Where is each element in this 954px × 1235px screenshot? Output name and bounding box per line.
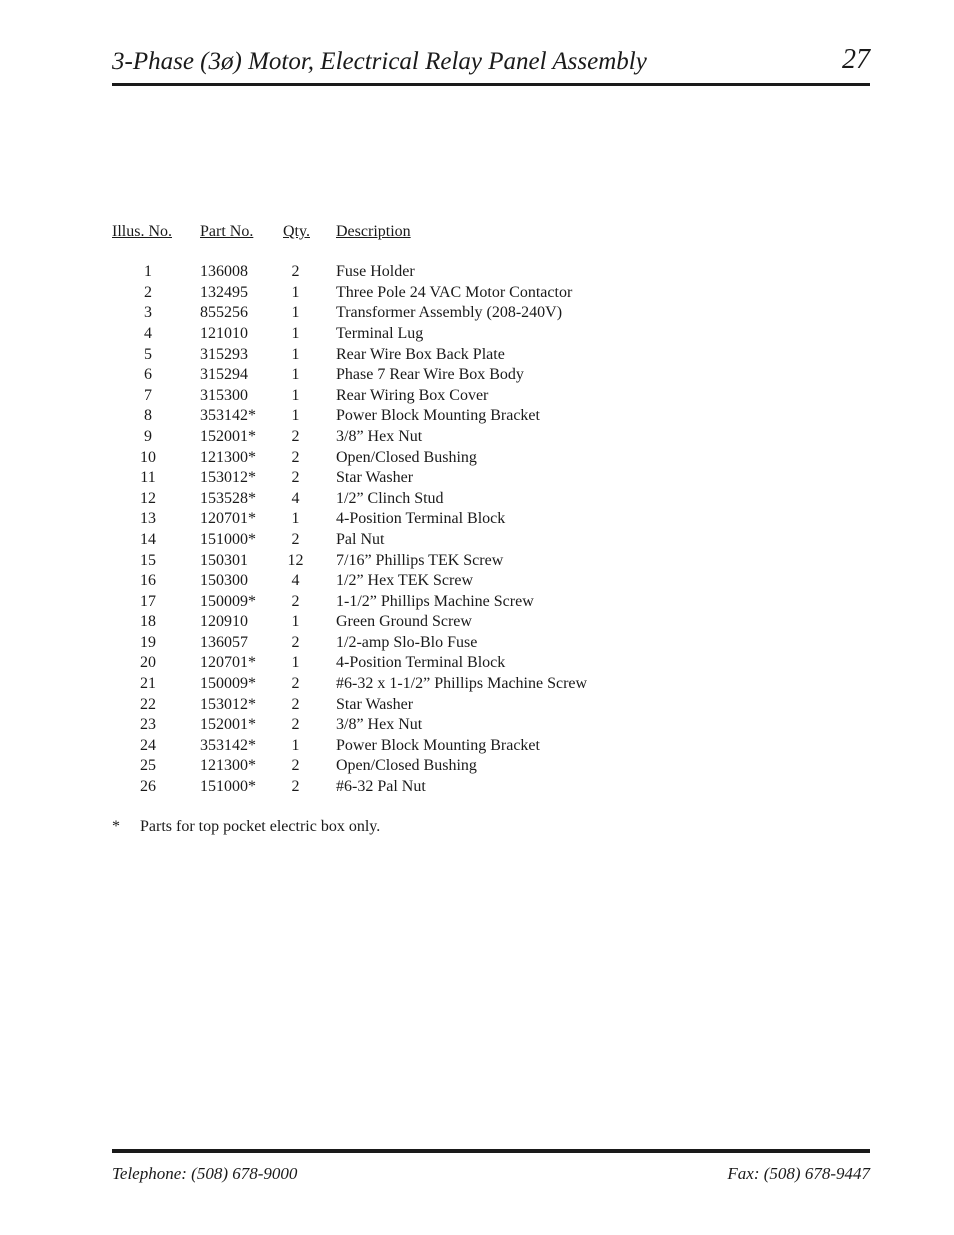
- part-no-cell: 855256: [200, 304, 248, 322]
- part-no-cell: 120701*: [200, 510, 256, 528]
- part-no-cell: 132495: [200, 283, 248, 301]
- illus-no-cell: 3: [144, 304, 152, 322]
- table-row: [112, 736, 636, 757]
- qty-cell: 1: [291, 324, 300, 342]
- illus-no-cell: 17: [140, 592, 156, 610]
- qty-cell: 2: [291, 716, 300, 734]
- part-no-cell: 152001*: [200, 716, 256, 734]
- qty-cell: 2: [291, 427, 300, 445]
- table-row: [112, 262, 636, 283]
- part-no-header: Part No.: [200, 223, 254, 240]
- description-cell: 1/2” Hex TEK Screw: [336, 572, 473, 590]
- part-no-cell: 151000*: [200, 778, 256, 796]
- description-cell: Terminal Lug: [336, 324, 424, 342]
- illus-no-header: Illus. No.: [112, 223, 172, 240]
- table-row: [112, 674, 636, 695]
- description-cell: 4-Position Terminal Block: [336, 654, 506, 672]
- footnote-mark: *: [112, 818, 120, 835]
- illus-no-cell: 1: [144, 263, 152, 281]
- illus-no-cell: 16: [140, 572, 156, 590]
- description-cell: Three Pole 24 VAC Motor Contactor: [336, 283, 573, 301]
- table-row: [112, 571, 636, 592]
- description-cell: Rear Wire Box Back Plate: [336, 345, 505, 363]
- qty-cell: 2: [291, 633, 300, 651]
- qty-header: Qty.: [283, 223, 310, 240]
- qty-cell: 2: [291, 675, 300, 693]
- table-row: [112, 551, 636, 572]
- qty-cell: 4: [291, 489, 300, 507]
- qty-cell: 1: [291, 304, 300, 322]
- description-cell: #6-32 Pal Nut: [336, 778, 426, 796]
- parts-table-body: [112, 262, 636, 797]
- illus-no-cell: 5: [144, 345, 152, 363]
- description-cell: 1/2-amp Slo-Blo Fuse: [336, 633, 478, 651]
- part-no-cell: 315293: [200, 345, 248, 363]
- table-row: [112, 345, 636, 366]
- table-row: [112, 715, 636, 736]
- table-row: [112, 365, 636, 386]
- illus-no-cell: 15: [140, 551, 156, 569]
- footnote-text: Parts for top pocket electric box only.: [140, 818, 381, 835]
- description-cell: 1/2” Clinch Stud: [336, 489, 444, 507]
- part-no-cell: 150009*: [200, 675, 256, 693]
- description-cell: Green Ground Screw: [336, 613, 472, 631]
- qty-cell: 12: [287, 551, 304, 569]
- qty-cell: 1: [291, 283, 300, 301]
- table-row: [112, 427, 636, 448]
- part-no-cell: 121300*: [200, 757, 256, 775]
- part-no-cell: 353142*: [200, 736, 256, 754]
- table-row: [112, 489, 636, 510]
- description-cell: 4-Position Terminal Block: [336, 510, 506, 528]
- description-cell: 3/8” Hex Nut: [336, 427, 423, 445]
- part-no-cell: 153012*: [200, 469, 256, 487]
- table-row: [112, 448, 636, 469]
- illus-no-cell: 14: [140, 530, 156, 548]
- qty-cell: 2: [291, 592, 300, 610]
- qty-cell: 1: [291, 736, 300, 754]
- description-cell: 3/8” Hex Nut: [336, 716, 423, 734]
- illus-no-cell: 22: [140, 695, 156, 713]
- illus-no-cell: 23: [140, 716, 156, 734]
- description-cell: Fuse Holder: [336, 263, 415, 281]
- description-cell: Power Block Mounting Bracket: [336, 407, 540, 425]
- parts-table-header: [112, 222, 636, 243]
- part-no-cell: 315294: [200, 366, 248, 384]
- table-row: [112, 468, 636, 489]
- table-row: [112, 530, 636, 551]
- table-row: [112, 592, 636, 613]
- illus-no-cell: 18: [140, 613, 156, 631]
- illus-no-cell: 12: [140, 489, 156, 507]
- header-rule: [112, 83, 870, 86]
- illus-no-cell: 13: [140, 510, 156, 528]
- part-no-cell: 120701*: [200, 654, 256, 672]
- description-cell: Rear Wiring Box Cover: [336, 386, 489, 404]
- part-no-cell: 152001*: [200, 427, 256, 445]
- table-row: [112, 509, 636, 530]
- part-no-cell: 153012*: [200, 695, 256, 713]
- illus-no-cell: 25: [140, 757, 156, 775]
- qty-cell: 2: [291, 469, 300, 487]
- footer-telephone: Telephone: (508) 678-9000: [112, 1164, 298, 1183]
- page-number: 27: [842, 44, 870, 75]
- description-cell: Open/Closed Bushing: [336, 448, 477, 466]
- qty-cell: 1: [291, 386, 300, 404]
- table-row: [112, 695, 636, 716]
- illus-no-cell: 24: [140, 736, 156, 754]
- illus-no-cell: 2: [144, 283, 152, 301]
- description-cell: #6-32 x 1-1/2” Phillips Machine Screw: [336, 675, 588, 693]
- table-row: [112, 406, 636, 427]
- illus-no-cell: 4: [144, 324, 152, 342]
- part-no-cell: 153528*: [200, 489, 256, 507]
- qty-cell: 2: [291, 530, 300, 548]
- description-cell: Power Block Mounting Bracket: [336, 736, 540, 754]
- part-no-cell: 151000*: [200, 530, 256, 548]
- part-no-cell: 150009*: [200, 592, 256, 610]
- description-cell: Pal Nut: [336, 530, 385, 548]
- qty-cell: 1: [291, 613, 300, 631]
- description-cell: Transformer Assembly (208-240V): [336, 304, 563, 322]
- qty-cell: 1: [291, 366, 300, 384]
- description-cell: Star Washer: [336, 695, 414, 713]
- table-row: [112, 756, 636, 777]
- part-no-cell: 121010: [200, 324, 248, 342]
- page-title: 3-Phase (3ø) Motor, Electrical Relay Panel Assembly: [112, 48, 647, 75]
- illus-no-cell: 26: [140, 778, 156, 796]
- table-row: [112, 283, 636, 304]
- part-no-cell: 150301: [200, 551, 248, 569]
- illus-no-cell: 8: [144, 407, 152, 425]
- qty-cell: 2: [291, 263, 300, 281]
- illus-no-cell: 7: [144, 386, 152, 404]
- description-header: Description: [336, 223, 411, 240]
- description-cell: Star Washer: [336, 469, 414, 487]
- qty-cell: 4: [291, 572, 300, 590]
- part-no-cell: 121300*: [200, 448, 256, 466]
- qty-cell: 2: [291, 757, 300, 775]
- table-row: [112, 653, 636, 674]
- part-no-cell: 136008: [200, 263, 248, 281]
- table-row: [112, 612, 636, 633]
- qty-cell: 2: [291, 448, 300, 466]
- qty-cell: 2: [291, 695, 300, 713]
- part-no-cell: 150300: [200, 572, 248, 590]
- illus-no-cell: 19: [140, 633, 156, 651]
- qty-cell: 1: [291, 654, 300, 672]
- illus-no-cell: 6: [144, 366, 152, 384]
- table-row: [112, 633, 636, 654]
- description-cell: 7/16” Phillips TEK Screw: [336, 551, 504, 569]
- qty-cell: 1: [291, 345, 300, 363]
- qty-cell: 1: [291, 510, 300, 528]
- footer-fax: Fax: (508) 678-9447: [727, 1164, 870, 1183]
- part-no-cell: 120910: [200, 613, 248, 631]
- description-cell: 1-1/2” Phillips Machine Screw: [336, 592, 534, 610]
- footer-rule: [112, 1149, 870, 1153]
- parts-table: [112, 222, 636, 798]
- illus-no-cell: 21: [140, 675, 156, 693]
- illus-no-cell: 11: [140, 469, 156, 487]
- table-row: [112, 324, 636, 345]
- part-no-cell: 136057: [200, 633, 248, 651]
- illus-no-cell: 10: [140, 448, 156, 466]
- description-cell: Open/Closed Bushing: [336, 757, 477, 775]
- table-row: [112, 777, 636, 798]
- qty-cell: 2: [291, 778, 300, 796]
- part-no-cell: 315300: [200, 386, 248, 404]
- qty-cell: 1: [291, 407, 300, 425]
- part-no-cell: 353142*: [200, 407, 256, 425]
- table-row: [112, 386, 636, 407]
- footnote: [112, 818, 380, 836]
- table-row: [112, 303, 636, 324]
- illus-no-cell: 9: [144, 427, 152, 445]
- illus-no-cell: 20: [140, 654, 156, 672]
- description-cell: Phase 7 Rear Wire Box Body: [336, 366, 524, 384]
